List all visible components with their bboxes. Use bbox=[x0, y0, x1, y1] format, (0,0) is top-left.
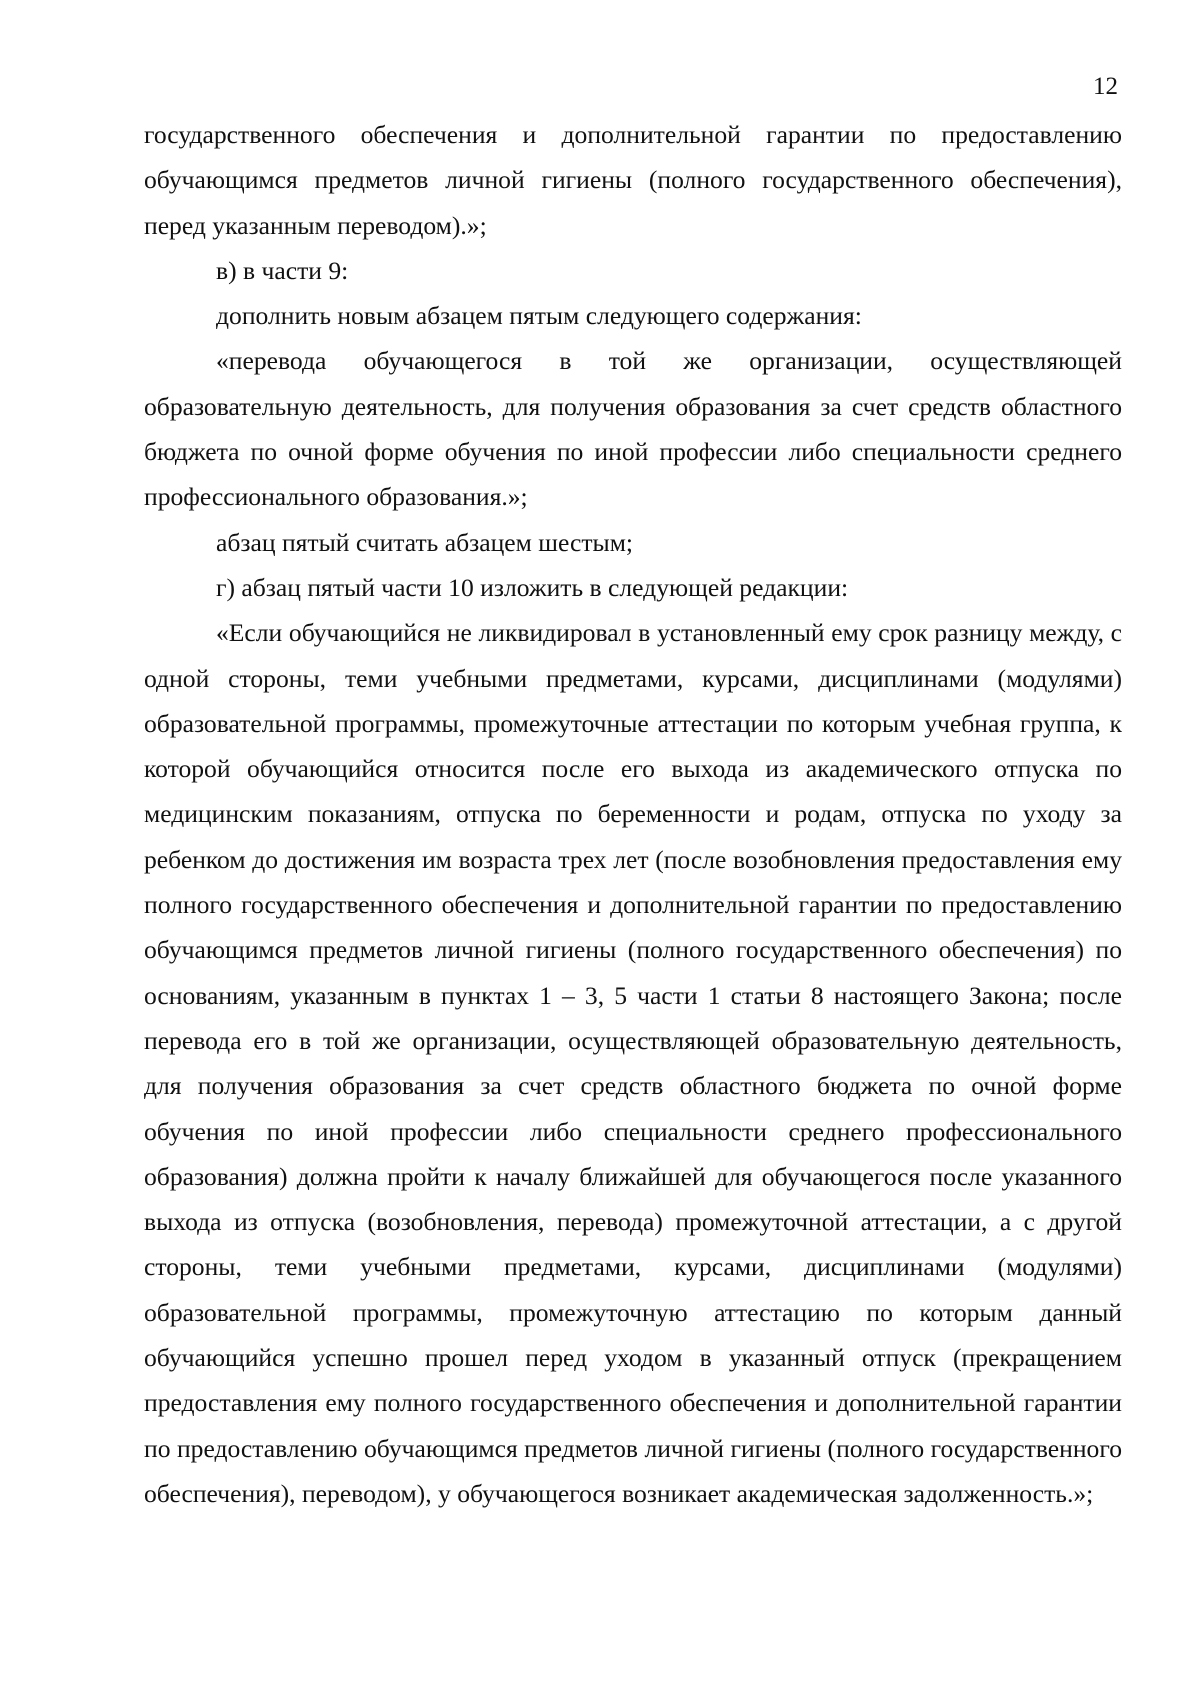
paragraph-quoted-new-edition: «Если обучающийся не ликвидировал в установленный ему срок разницу между, с одной стороны, теми учебными предметами, курсами, дисциплинами (модулями) образовательной программы, промежуточные аттестации по которым учебная группа, к которой обучающийся относится после его выхода из академического отпуска по медицинским показаниям, отпуска по беременности и родам, отпуска по уходу за ребенком до достижения им возраста трех лет (после возобновления предоставления ему полного государственного обеспечения и дополнительной гарантии по предоставлению обучающимся предметов личной гигиены (полного государственного обеспечения) по основаниям, указанным в пунктах 1 – 3, 5 части 1 статьи 8 настоящего Закона; после перевода его в той же организации, осуществляющей образовательную деятельность, для получения образования за счет средств областного бюджета по очной форме обучения по иной профессии либо специальности среднего профессионального образования) должна пройти к началу ближайшей для обучающегося после указанного выхода из отпуска (возобновления, перевода) промежуточной аттестации, а с другой стороны, теми учебными предметами, курсами, дисциплинами (модулями) образовательной программы, промежуточную аттестацию по которым данный обучающийся успешно прошел перед уходом в указанный отпуск (прекращением предоставления ему полного государственного обеспечения и дополнительной гарантии по предоставлению обучающимся предметов личной гигиены (полного государственного обеспечения), переводом), у обучающегося возникает академическая задолженность.»; bbox=[144, 618, 1122, 1508]
paragraph-add-instruction: дополнить новым абзацем пятым следующего содержания: bbox=[216, 301, 862, 331]
paragraph-quoted-new-text: «перевода обучающегося в той же организации, осуществляющей образовательную деятельность, для получения образования за счет средств областного бюджета по очной форме обучения по иной профессии либо специальности среднего профессионального образования.»; bbox=[144, 346, 1122, 512]
page-number: 12 bbox=[1093, 73, 1118, 100]
paragraph-item-v: в) в части 9: bbox=[216, 255, 349, 285]
paragraph-item-g: г) абзац пятый части 10 изложить в следующей редакции: bbox=[216, 572, 849, 602]
paragraph-renumber-instruction: абзац пятый считать абзацем шестым; bbox=[216, 527, 634, 557]
document-body bbox=[144, 112, 1122, 1516]
paragraph-continuation: государственного обеспечения и дополнительной гарантии по предоставлению обучающимся предметов личной гигиены (полного государственного обеспечения), перед указанным переводом).»; bbox=[144, 120, 1122, 240]
